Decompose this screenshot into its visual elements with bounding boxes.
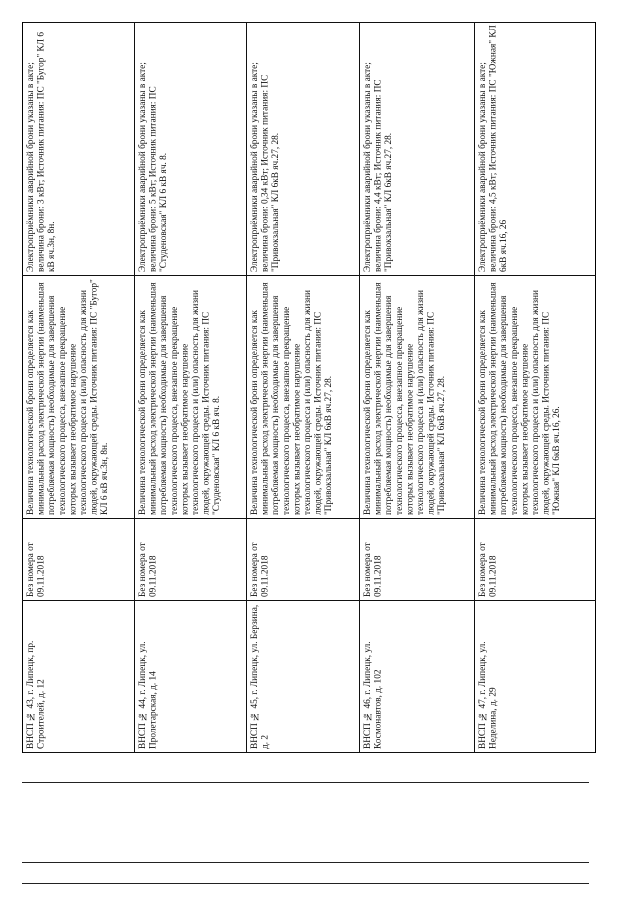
field-separator xyxy=(22,518,596,519)
bottom-rule xyxy=(22,883,589,884)
row-separator xyxy=(359,22,360,753)
cell-technological-armor: Величина технологической брони определяется как минимальный расход электрической энергии (наименьшая потребляемая мощность) необходимые для завершения технологического процесса, внезапное прекращение которых вызывает необратимое нарушение технологического процесса и (или) опасность для жизни людей, окружающей среды. Источник питания: ПС "Привокзальная" КЛ 6кВ яч.27, 28. xyxy=(363,282,448,515)
cell-emergency-armor: Электроприёмники аварийной брони указаны в акте; величина брони: 0,34 кВт; Источник питания: ПС "Привокзальная" КЛ 6кВ яч.27, 28. xyxy=(250,62,282,272)
bottom-rule xyxy=(22,782,589,783)
table-border-right xyxy=(595,22,596,753)
field-separator xyxy=(22,275,596,276)
cell-emergency-armor: Электроприёмники аварийной брони указаны в акте; величина брони: 3 кВт; Источник питания: ПС "Бугор" КЛ 6 кВ яч.3н, 8н. xyxy=(26,31,58,272)
bottom-rule xyxy=(22,862,589,863)
cell-object-address: ВНСП № 45, г. Липецк, ул. Берзина, д. 2 xyxy=(250,604,271,749)
cell-emergency-armor: Электроприёмники аварийной брони указаны в акте; величина брони: 4,4 кВт; Источник питания: ПС "Привокзальная" КЛ 6кВ яч.27, 28. xyxy=(363,62,395,272)
cell-act-document: Без номера от 09.11.2018 xyxy=(26,542,47,597)
cell-emergency-armor: Электроприёмники аварийной брони указаны в акте; величина брони: 5 кВт; Источник питания: ПС "Студеновская" КЛ 6 кВ яч. 8. xyxy=(138,62,170,272)
cell-act-document: Без номера от 09.11.2018 xyxy=(138,542,159,597)
table-border-top xyxy=(22,22,596,23)
field-separator xyxy=(22,600,596,601)
cell-object-address: ВНСП № 47, г. Липецк, ул. Неделина, д. 29 xyxy=(478,641,499,749)
cell-technological-armor: Величина технологической брони определяется как минимальный расход электрической энергии (наименьшая потребляемая мощность) необходимые для завершения технологического процесса, внезапное прекращение которых вызывает необратимое нарушение технологического процесса и (или) опасность для жизни людей, окружающей среды. Источник питания: ПС "Бугор" КЛ 6 кВ яч.3н, 8н. xyxy=(26,279,111,515)
cell-technological-armor: Величина технологической брони определяется как минимальный расход электрической энергии (наименьшая потребляемая мощность) необходимые для завершения технологического процесса, внезапное прекращение которых вызывает необратимое нарушение технологического процесса и (или) опасность для жизни людей, окружающей среды. Источник питания: ПС "Привокзальная" КЛ 6кВ яч.27, 28. xyxy=(250,282,335,515)
cell-act-document: Без номера от 09.11.2018 xyxy=(250,542,271,597)
cell-object-address: ВНСП № 46, г. Липецк, ул. Космонавтов, д. 102 xyxy=(363,641,384,749)
cell-object-address: ВНСП № 43, г. Липецк, пр. Строителей, д. 12 xyxy=(26,640,47,749)
table-border-bottom xyxy=(22,752,596,753)
cell-object-address: ВНСП № 44, г. Липецк, ул. Пролетарская, д. 14 xyxy=(138,641,159,749)
table-border-left xyxy=(22,22,23,753)
row-separator xyxy=(474,22,475,753)
cell-emergency-armor: Электроприёмники аварийной брони указаны в акте; величина брони: 4,5 кВт; Источник питания: ПС "Южная" КЛ 6кВ яч.16, 26 xyxy=(478,25,510,272)
row-separator xyxy=(246,22,247,753)
cell-act-document: Без номера от 09.11.2018 xyxy=(363,542,384,597)
cell-technological-armor: Величина технологической брони определяется как минимальный расход электрической энергии (наименьшая потребляемая мощность) необходимые для завершения технологического процесса, внезапное прекращение которых вызывает необратимое нарушение технологического процесса и (или) опасность для жизни людей, окружающей среды. Источник питания: ПС "Южная" КЛ 6кВ яч.16, 26. xyxy=(478,282,563,515)
cell-technological-armor: Величина технологической брони определяется как минимальный расход электрической энергии (наименьшая потребляемая мощность) необходимые для завершения технологического процесса, внезапное прекращение которых вызывает необратимое нарушение технологического процесса и (или) опасность для жизни людей, окружающей среды. Источник питания: ПС "Студеновская" КЛ 6 кВ яч. 8. xyxy=(138,282,223,515)
cell-act-document: Без номера от 09.11.2018 xyxy=(478,542,499,597)
row-separator xyxy=(134,22,135,753)
